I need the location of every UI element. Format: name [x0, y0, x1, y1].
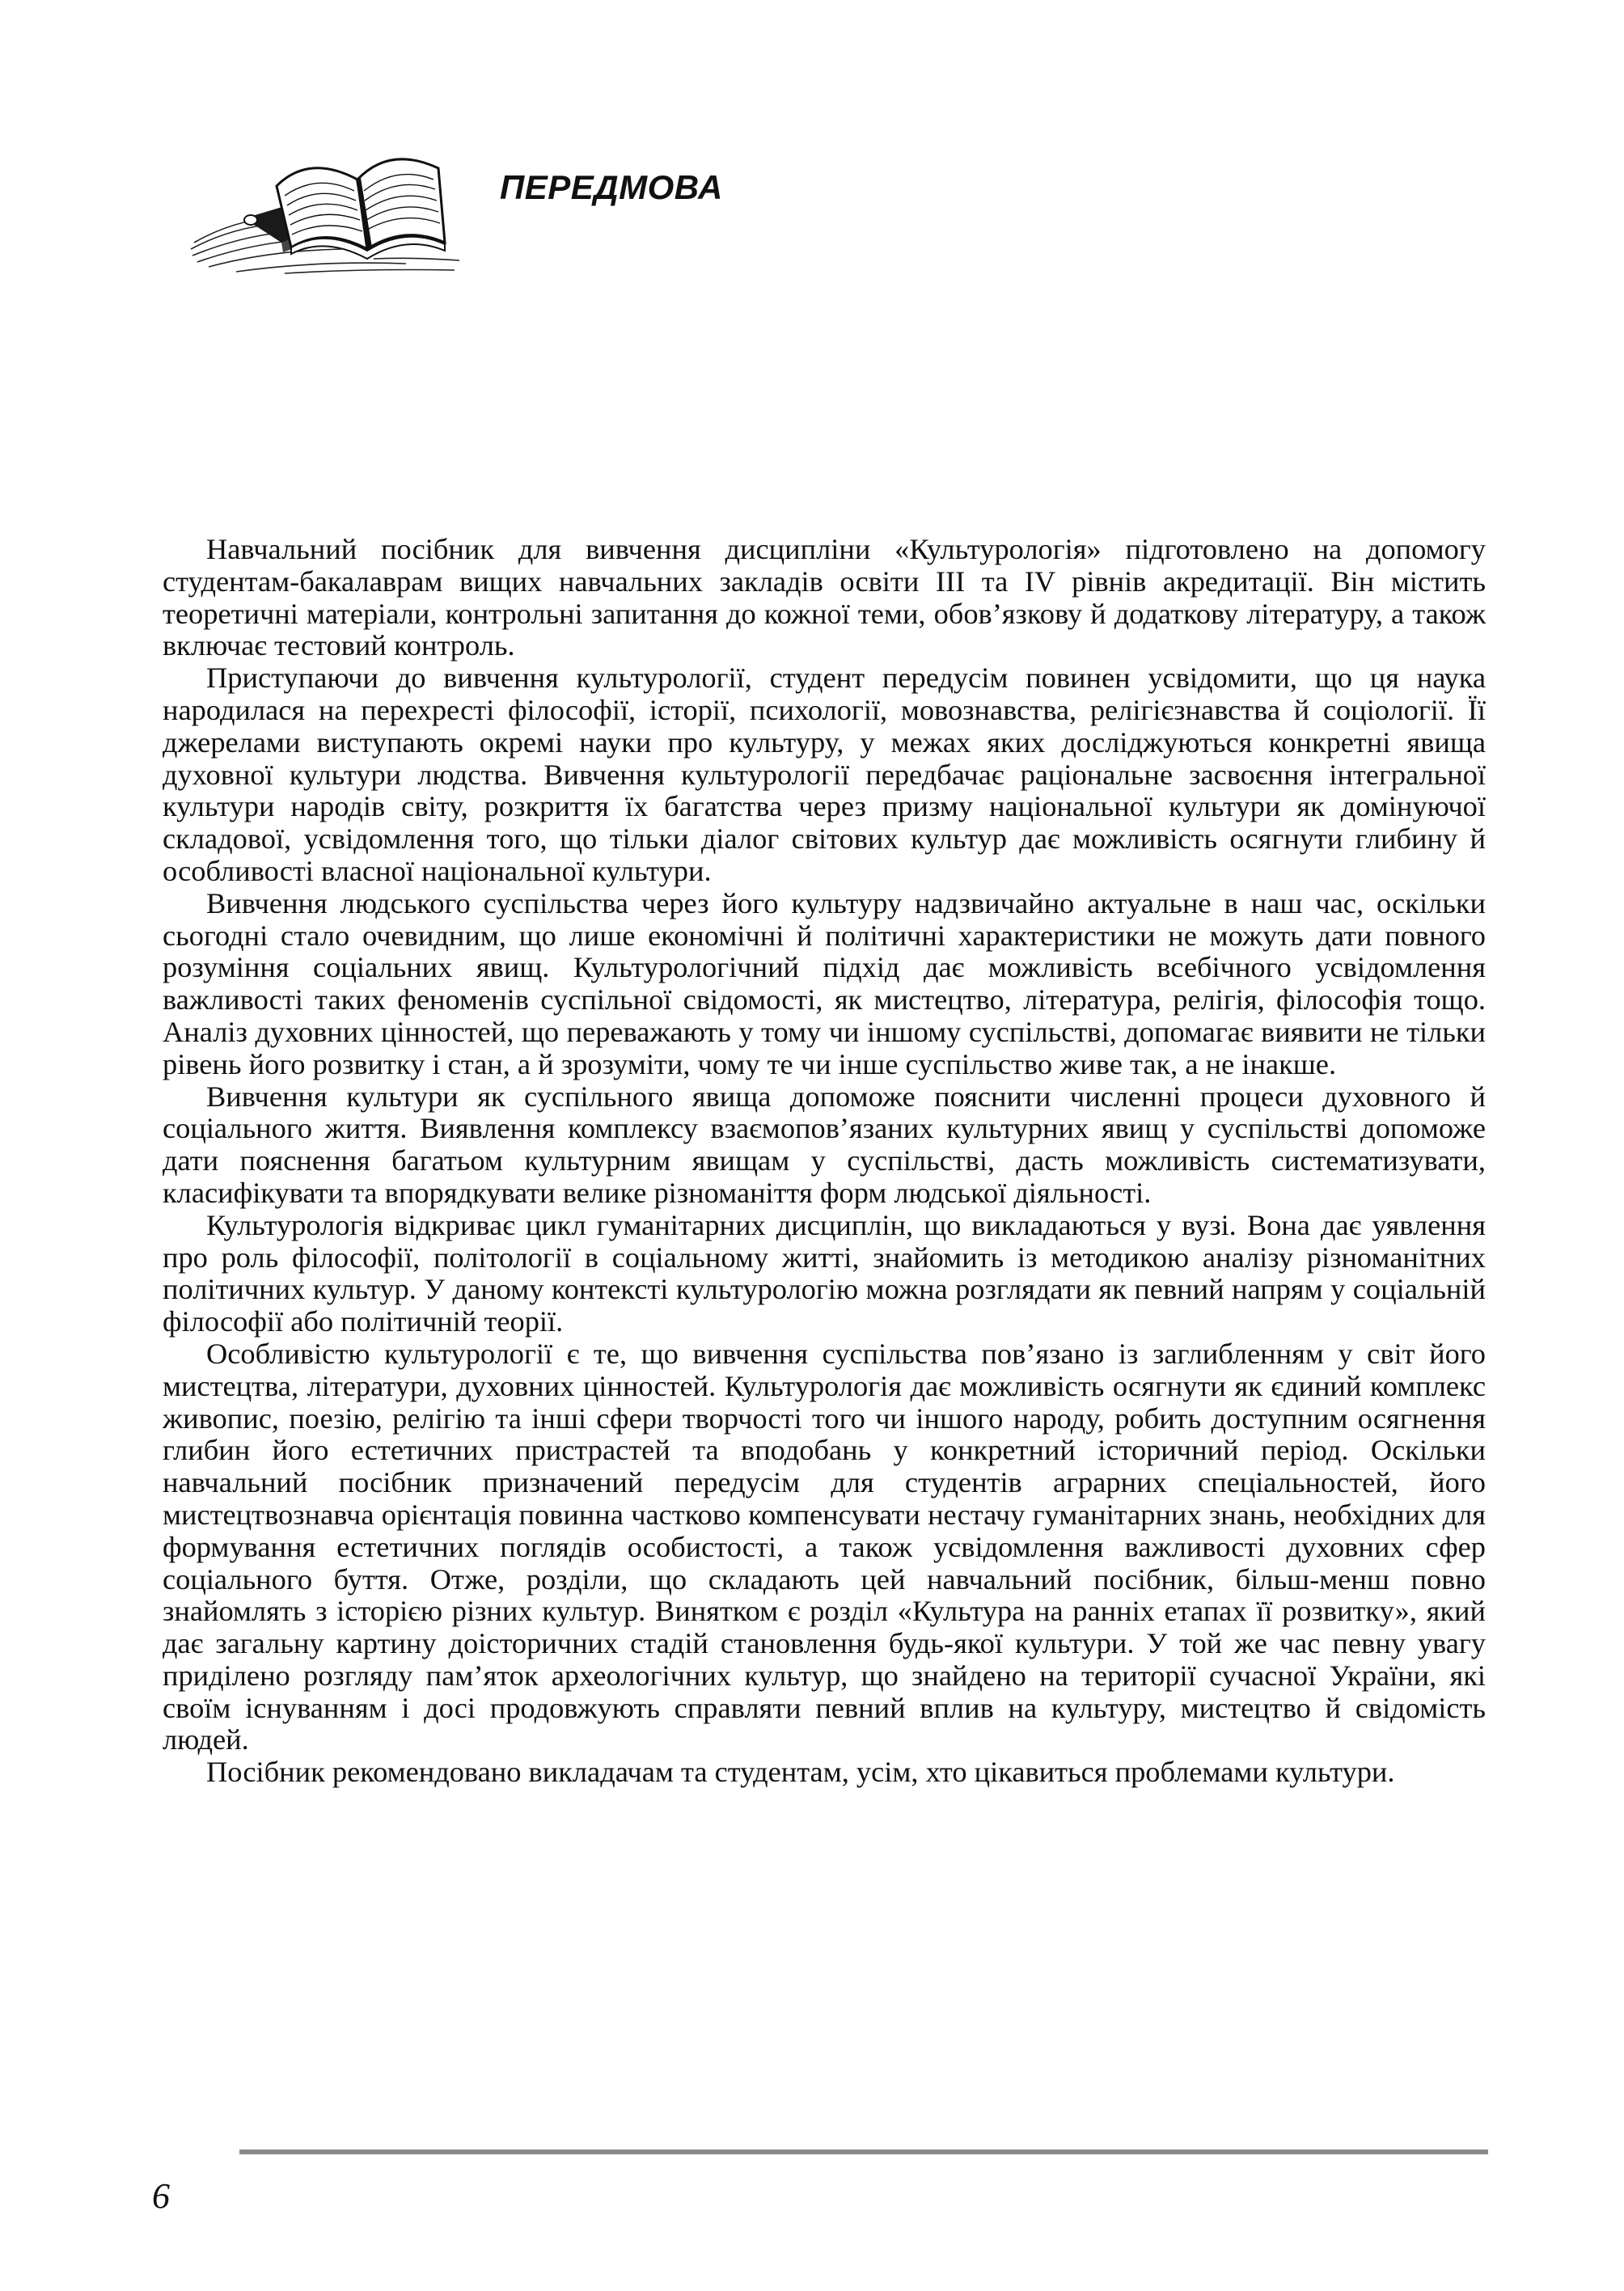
body-text — [163, 534, 1486, 1789]
footer-divider — [239, 2149, 1488, 2154]
paragraph: Навчальний посібник для вивчення дисципліни «Культурологія» підготовлено на допомогу студентам-бакалаврам вищих навчальних закладів освіти III та IV рівнів акредитації. Він містить теоретичні матеріали, контрольні запитання до кожної теми, обов’язкову й додаткову літературу, а також включає тестовий контроль. — [163, 533, 1486, 662]
paragraph: Культурологія відкриває цикл гуманітарних дисциплін, що викладаються у вузі. Вона дає уявлення про роль філософії, політології в соціальному житті, знайомить із методикою аналізу різноманітних політичних культур. У даному контексті культурологію можна розглядати як певний напрям у соціальній філософії або політичній теорії. — [163, 1208, 1486, 1338]
paragraph: Особливістю культурології є те, що вивчення суспільства пов’язано із заглибленням у світ його мистецтва, літератури, духовних цінностей. Культурологія дає можливість осягнути як єдиний комплекс живопис, поезію, релігію та інші сфери творчості того чи іншого народу, робить доступним осягнення глибин його естетичних пристрастей та вподобань у конкретний історичний період. Оскільки навчальний посібник призначений передусім для студентів аграрних спеціальностей, його мистецтвознавча орієнтація повинна частково компенсувати нестачу гуманітарних знань, необхідних для формування естетичних поглядів особистості, а також усвідомлення важливості духовних сфер соціального буття. Отже, розділи, що складають цей навчальний посібник, більш-менш повно знайомлять з історією різних культур. Винятком є розділ «Культура на ранніх етапах її розвитку», який дає загальну картину доісторичних стадій становлення будь-якої культури. У той же час певну увагу приділено розгляду пам’яток археологічних культур, що знайдено на території сучасної України, які своїм існуванням і досі продовжують справляти певний вплив на культуру, мистецтво й свідомість людей. — [163, 1337, 1486, 1756]
paragraph: Вивчення людського суспільства через його культуру надзвичайно актуальне в наш час, оскільки сьогодні стало очевидним, що лише економічні й політичні характеристики не можуть дати повного розуміння соціальних явищ. Культурологічний підхід дає можливість всебічного усвідомлення важливості таких феноменів суспільної свідомості, як мистецтво, література, релігія, філософія тощо. Аналіз духовних цінностей, що переважають у тому чи іншому суспільстві, допомагає виявити не тільки рівень його розвитку і стан, а й зрозуміти, чому те чи інше суспільство живе так, а не інакше. — [163, 886, 1486, 1080]
page-title: ПЕРЕДМОВА — [500, 168, 723, 206]
paragraph: Посібник рекомендовано викладачам та студентам, усім, хто цікавиться проблемами культури. — [206, 1756, 1395, 1789]
open-book-icon — [188, 121, 463, 275]
page-number: 6 — [152, 2176, 170, 2216]
paragraph: Приступаючи до вивчення культурології, студент передусім повинен усвідомити, що ця наука народилася на перехресті філософії, історії, психології, мовознавства, релігієзнавства й соціології. Її джерелами виступають окремі науки про культуру, у межах яких досліджуються конкретні явища духовної культури людства. Вивчення культурології передбачає раціональне засвоєння інтегральної культури народів світу, розкриття їх багатства через призму національної культури як домінуючої складової, усвідомлення того, що тільки діалог світових культур дає можливість осягнути глибину й особливості власної національної культури. — [163, 662, 1486, 887]
paragraph: Вивчення культури як суспільного явища допоможе пояснити численні процеси духовного й соціального життя. Виявлення комплексу взаємопов’язаних культурних явищ у суспільстві допоможе дати пояснення багатьом культурним явищам у суспільстві, дасть можливість систематизувати, класифікувати та впорядкувати велике різноманіття форм людської діяльності. — [163, 1080, 1486, 1209]
